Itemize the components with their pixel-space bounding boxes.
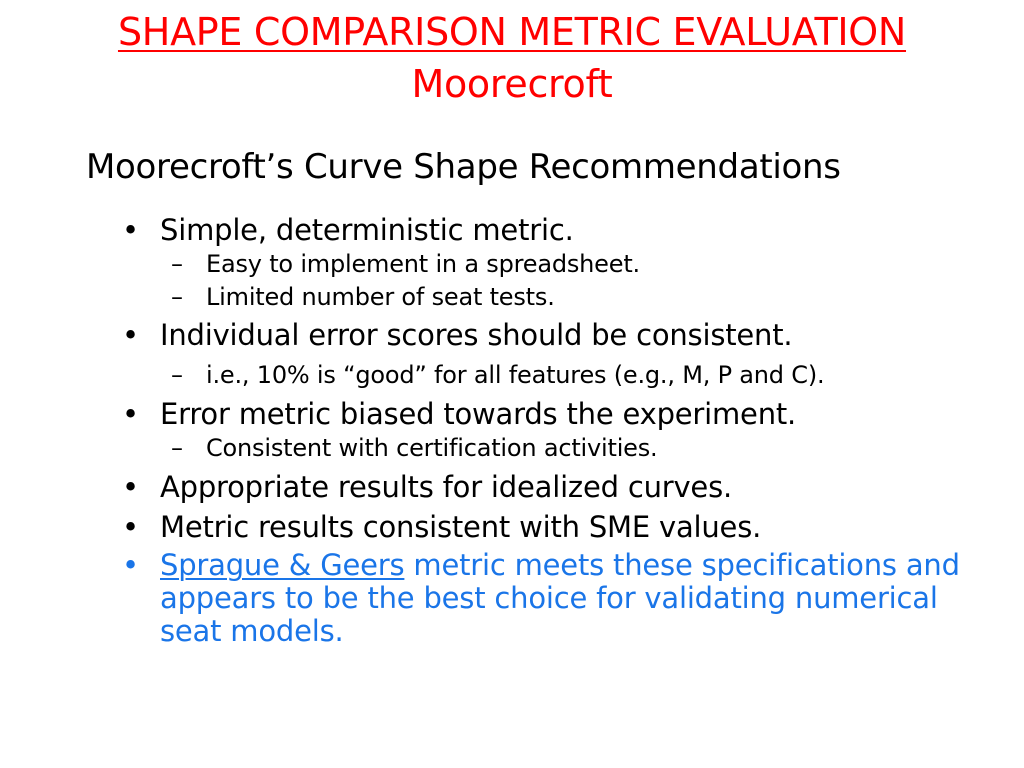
bullet-item-conclusion — [122, 549, 1002, 648]
sub-bullet-item — [122, 359, 1002, 392]
bullet-text: Individual error scores should be consistent. — [160, 318, 793, 352]
conclusion-text: metric meets these specifications and appears to be the best choice for validating numerical seat models. — [160, 548, 960, 648]
sub-bullet-item — [122, 248, 1002, 281]
sub-bullet-text: i.e., 10% is “good” for all features (e.g., M, P and C). — [206, 361, 825, 389]
dash-icon: – — [171, 361, 183, 389]
bullet-text: Simple, deterministic metric. — [160, 213, 574, 247]
bullet-icon: • — [122, 470, 139, 504]
bullet-item — [122, 509, 1002, 545]
sub-bullet-text: Consistent with certification activities. — [206, 434, 658, 462]
bullet-item — [122, 212, 1002, 248]
slide-subtitle: Moorecroft’s Curve Shape Recommendations — [86, 147, 841, 187]
slide-title-author: Moorecroft — [411, 62, 613, 106]
dash-icon: – — [171, 250, 183, 278]
sub-bullet-text: Easy to implement in a spreadsheet. — [206, 250, 640, 278]
bullet-text: Metric results consistent with SME values. — [160, 510, 762, 544]
bullet-text: Appropriate results for idealized curves. — [160, 470, 732, 504]
sub-bullet-item — [122, 432, 1002, 465]
bullet-icon: • — [122, 213, 139, 247]
bullet-item — [122, 317, 1002, 353]
bullet-text: Error metric biased towards the experiment. — [160, 397, 797, 431]
bullet-list — [122, 212, 1002, 648]
bullet-icon: • — [122, 510, 139, 544]
bullet-item — [122, 396, 1002, 432]
bullet-icon: • — [122, 318, 139, 352]
dash-icon: – — [171, 434, 183, 462]
bullet-icon: • — [122, 397, 139, 431]
sprague-geers-link[interactable]: Sprague & Geers — [160, 548, 405, 582]
slide-title-main: SHAPE COMPARISON METRIC EVALUATION — [117, 10, 907, 54]
bullet-item — [122, 469, 1002, 505]
bullet-icon: • — [122, 548, 139, 582]
sub-bullet-item — [122, 281, 1002, 314]
slide-title — [0, 10, 1024, 106]
sub-bullet-text: Limited number of seat tests. — [206, 283, 555, 311]
dash-icon: – — [171, 283, 183, 311]
